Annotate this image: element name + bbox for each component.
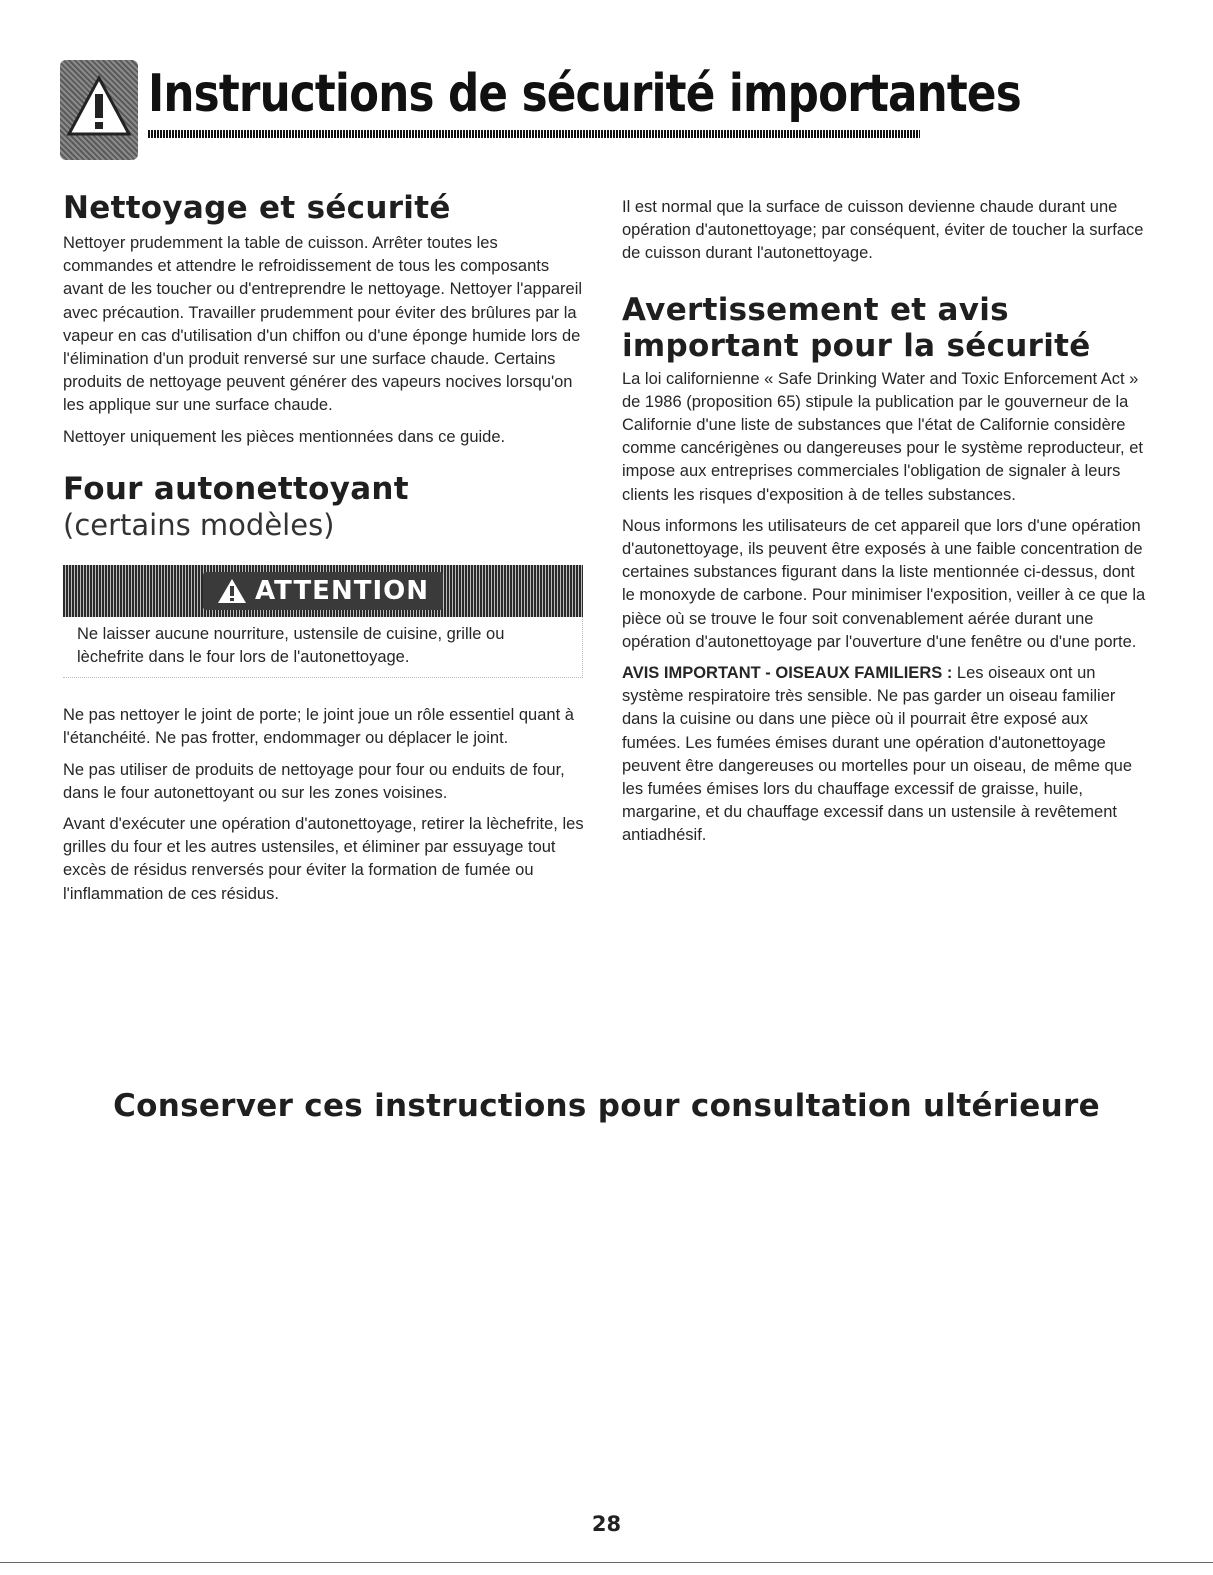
- paragraph: Nous informons les utilisateurs de cet appareil que lors d'une opération d'autonettoyage, ils peuvent être exposés à une faible concentration de certaines substances figurant dans la liste mentionnée ci-dessus, dont le monoxyde de carbone. Pour minimiser l'exposition, veiller à ce que la pièce où se trouve le four soit convenablement aérée durant une opération d'autonettoyage par l'ouverture d'une fenêtre ou d'une porte.: [622, 516, 1146, 651]
- paragraph: Ne pas utiliser de produits de nettoyage pour four ou enduits de four, dans le four autonettoyant ou sur les zones voisines.: [63, 760, 565, 802]
- bottom-rule: [0, 1562, 1213, 1563]
- section-title-line: Avertissement et avis: [622, 291, 1009, 328]
- section-title-avertissement: [622, 292, 1150, 364]
- section-title-line: important pour la sécurité: [622, 327, 1091, 364]
- attention-text: Ne laisser aucune nourriture, ustensile de cuisine, grille ou lèchefrite dans le four lors de l'autonettoyage.: [77, 624, 505, 667]
- paragraph: Il est normal que la surface de cuisson devienne chaude durant une opération d'autonettoyage; par conséquent, éviter de toucher la surface de cuisson durant l'autonettoyage.: [622, 198, 1144, 263]
- paragraph: La loi californienne « Safe Drinking Water and Toxic Enforcement Act » de 1986 (proposition 65) stipule la publication par le gouverneur de la Californie d'une liste de substances que l'état de Californie considère comme cancérigènes ou dangereuses pour le système reproducteur, et impose aux entreprises commerciales l'obligation de signaler à leurs clients les risques d'exposition à de telles substances.: [622, 369, 1143, 504]
- warning-triangle-icon: [60, 60, 138, 160]
- left-column: [63, 190, 588, 914]
- page-title: Instructions de sécurité importantes: [148, 64, 1021, 124]
- section-subtitle: (certains modèles): [63, 507, 335, 542]
- section-title-four: Four autonettoyant: [63, 470, 409, 507]
- paragraph: Nettoyer prudemment la table de cuisson. Arrêter toutes les commandes et attendre le refroidissement de tous les composants avant de les toucher ou d'entreprendre le nettoyage. Nettoyer l'appareil avec précaution. Travailler prudemment pour éviter des brûlures par la vapeur en cas d'utilisation d'un chiffon ou d'une éponge humide lors de l'élimination d'un produit renversé sur une surface chaude. Certains produits de nettoyage peuvent générer des vapeurs nocives lorsqu'on les applique sur une surface chaude.: [63, 234, 583, 415]
- attention-label: ATTENTION: [255, 575, 429, 606]
- paragraph: Avant d'exécuter une opération d'autonettoyage, retirer la lèchefrite, les grilles du four et les autres ustensiles, et éliminer par essuyage tout excès de résidus renversés pour éviter la formation de fumée ou l'inflammation de ces résidus.: [63, 815, 584, 903]
- birds-text: Les oiseaux ont un système respiratoire très sensible. Ne pas garder un oiseau familier dans la cuisine ou dans une pièce où il pourrait être exposé aux fumées. Les fumées émises durant une opération d'autonettoyage peuvent être dangereuses ou mortelles pour un oiseau, de même que les fumées émises lors du chauffage excessif de graisse, huile, margarine, et du chauffage excessif dans un ustensile à revêtement antiadhésif.: [622, 664, 1132, 845]
- paragraph: Nettoyer uniquement les pièces mentionnées dans ce guide.: [63, 427, 506, 446]
- birds-lead: AVIS IMPORTANT - OISEAUX FAMILIERS :: [622, 664, 953, 683]
- paragraph: Ne pas nettoyer le joint de porte; le joint joue un rôle essentiel quant à l'étanchéité. Ne pas frotter, endommager ou déplacer le joint.: [63, 706, 574, 748]
- footer-title: Conserver ces instructions pour consultation ultérieure: [113, 1088, 1100, 1124]
- attention-box: [63, 617, 583, 678]
- caution-triangle-icon: [217, 578, 247, 604]
- attention-label-wrap: [203, 572, 443, 610]
- section-title-nettoyage: Nettoyage et sécurité: [63, 190, 451, 226]
- title-underline: [148, 130, 920, 138]
- birds-paragraph: [622, 662, 1150, 848]
- right-column: [622, 196, 1150, 856]
- attention-banner: [63, 565, 583, 617]
- page-number: 28: [591, 1512, 622, 1536]
- page-header: [60, 60, 1021, 160]
